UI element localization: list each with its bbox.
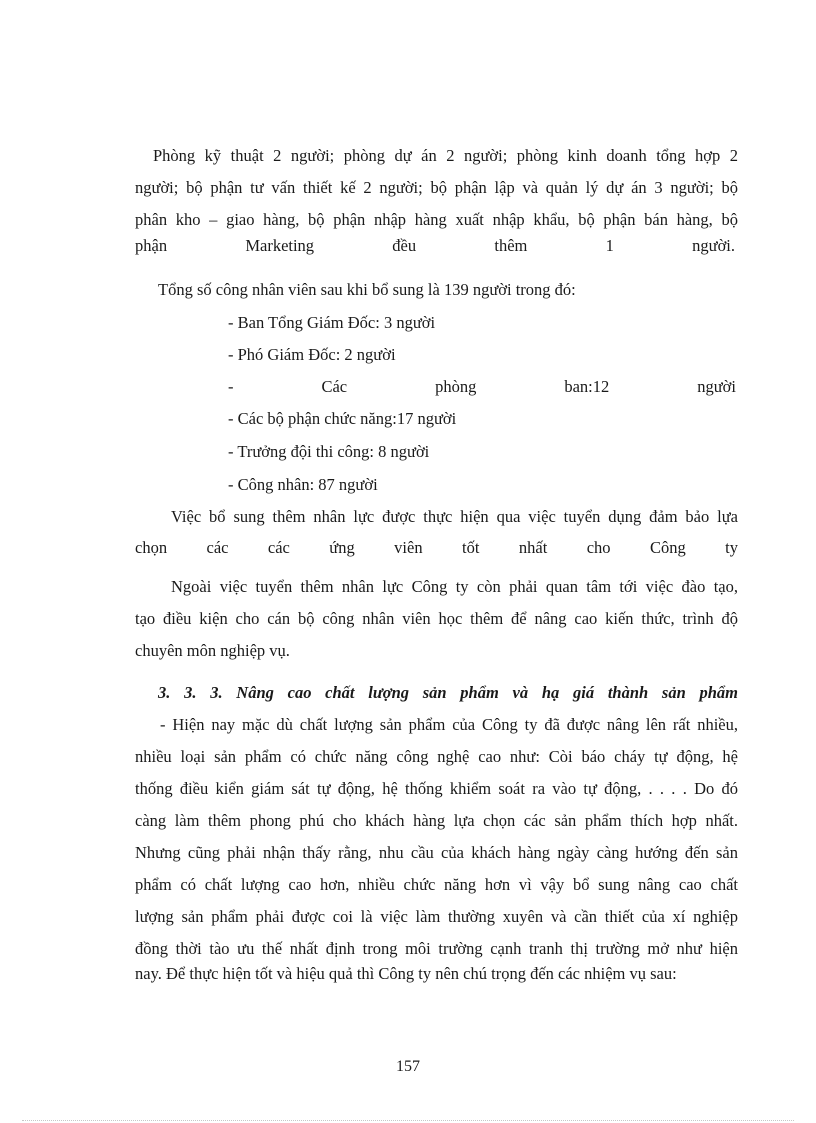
total-item-3: - Các phòng ban:12 người — [228, 377, 736, 396]
total-item-6: - Công nhân: 87 người — [228, 475, 378, 494]
section-line-6: phẩm có chất lượng cao hơn, nhiều chức năng hơn vì vậy bổ sung nâng cao chất — [135, 875, 738, 894]
paragraph-1-line-1: Phòng kỹ thuật 2 người; phòng dự án 2 người; phòng kinh doanh tổng hợp 2 — [153, 146, 738, 165]
page-border-dotted-line — [22, 1120, 794, 1121]
page-number: 157 — [396, 1058, 420, 1075]
section-line-3: thống điều kiển giám sát tự động, hệ thống khiểm soát ra vào tự động, . . . . Do đó — [135, 779, 738, 798]
paragraph-1-line-3: phân kho – giao hàng, bộ phận nhập hàng xuất nhập khẩu, bộ phận bán hàng, bộ — [135, 210, 738, 229]
section-line-4: càng làm thêm phong phú cho khách hàng lựa chọn các sản phẩm thích hợp nhất. — [135, 811, 738, 830]
paragraph-3-line-3: chuyên môn nghiệp vụ. — [135, 641, 290, 660]
section-heading: 3. 3. 3. Nâng cao chất lượng sản phẩm và hạ giá thành sản phẩm — [158, 683, 738, 702]
paragraph-1-line-2: người; bộ phận tư vấn thiết kế 2 người; bộ phận lập và quản lý dự án 3 người; bộ — [135, 178, 738, 197]
total-intro: Tổng số công nhân viên sau khi bổ sung là 139 người trong đó: — [158, 280, 576, 299]
section-line-8: đồng thời tào ưu thế nhất định trong môi trường cạnh tranh thị trường mở như hiện — [135, 939, 738, 958]
total-item-2: - Phó Giám Đốc: 2 người — [228, 345, 396, 364]
paragraph-3-line-1: Ngoài việc tuyển thêm nhân lực Công ty còn phải quan tâm tới việc đào tạo, — [171, 577, 738, 596]
section-line-2: nhiều loại sản phẩm có chức năng công nghệ cao như: Còi báo cháy tự động, hệ — [135, 747, 738, 766]
section-line-7: lượng sản phẩm phải được coi là việc làm thường xuyên và cần thiết của xí nghiệp — [135, 907, 738, 926]
total-item-4: - Các bộ phận chức năng:17 người — [228, 409, 457, 428]
total-item-5: - Trưởng đội thi công: 8 người — [228, 442, 430, 461]
section-line-5: Nhưng cũng phải nhận thấy rằng, nhu cầu của khách hàng ngày càng hướng đến sản — [135, 843, 738, 862]
paragraph-2-line-2: chọn các các ứng viên tốt nhất cho Công ty — [135, 538, 738, 557]
paragraph-1-line-4: phận Marketing đều thêm 1 người. — [135, 236, 735, 255]
section-line-9: nay. Để thực hiện tốt và hiệu quả thì Công ty nên chú trọng đến các nhiệm vụ sau: — [135, 964, 677, 983]
paragraph-3-line-2: tạo điều kiện cho cán bộ công nhân viên học thêm để nâng cao kiến thức, trình độ — [135, 609, 738, 628]
total-item-1: - Ban Tổng Giám Đốc: 3 người — [228, 313, 436, 332]
paragraph-2-line-1: Việc bổ sung thêm nhân lực được thực hiện qua việc tuyển dụng đảm bảo lựa — [171, 507, 738, 526]
section-line-1: - Hiện nay mặc dù chất lượng sản phẩm của Công ty đã được nâng lên rất nhiều, — [160, 715, 738, 734]
